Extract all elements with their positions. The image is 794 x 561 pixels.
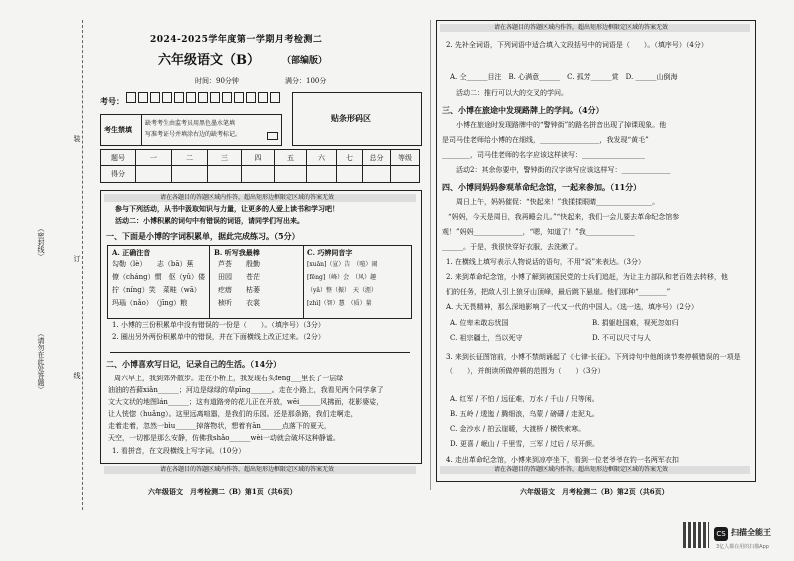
s3-line: 小博在旅途时发现路牌中的“警钟街”的路名拼音出现了掉课现象。他	[456, 121, 667, 129]
s4-line: 2. 来到革命纪念馆，小博了解到被国民党的士兵们追赶，为让主力部队和老百姓去转移，他	[446, 273, 728, 281]
exam-subject: 六年级语文（B）	[158, 53, 260, 68]
s4-line: ______。于是，我很快穿好衣服，去洗漱了。	[442, 243, 582, 251]
colC-title: C. 巧辨同音字	[307, 248, 353, 257]
s4-line: 1. 在横线上填写表示人物说话的语句，不用“说”来表达。（3分）	[446, 258, 646, 266]
colC-row: （yǎ）整（振） 天（涯）	[307, 287, 377, 294]
colA-row: 勾勒（lè） 志（bā）蕉	[112, 260, 194, 268]
question-1: 1. 小博的三份积累单中没有错误的一份是（ ）。（填序号）（3分）	[112, 321, 325, 329]
barcode-area	[292, 92, 422, 146]
score-input-cell[interactable]	[362, 165, 391, 183]
score-header-cell: 六	[306, 149, 337, 166]
right-content	[442, 36, 750, 478]
answer-notice-bottom: 请在各题目的答题区域内作答，超出矩形边框限定区域的答案无效	[160, 466, 335, 473]
diary-line: 让人恍惚（huǎng）。这里远离喧嚣，是我们的乐园。还是那条路，我们走啊走，	[108, 410, 358, 418]
intro-line-1: 参与下列活动，从书中汲取知识与力量，让更多的人爱上读书和学习吧！	[115, 204, 339, 213]
score-input-cell[interactable]	[171, 165, 208, 183]
colA-row: 玛瑙（nǎo） （jīng）粮	[112, 299, 188, 307]
binding-label-xian: 线	[73, 372, 81, 379]
section2-title: 二、小博喜欢写日记，记录自己的生活。（14分）	[106, 359, 282, 369]
section4-title: 四、小博同妈妈参观革命纪念馆，一起来参加。（11分）	[442, 182, 642, 192]
colB-row: 田园 苍茫	[218, 273, 260, 281]
binding-label-ding: 订	[73, 255, 81, 262]
watermark-sub: 3亿人都在用的扫描App	[716, 544, 769, 550]
answer-notice-top: 请在各题目的答题区域内作答，超出矩形边框限定区域的答案无效	[160, 194, 335, 201]
colB-row: 桢听 衣裳	[218, 299, 260, 307]
score-header-cell: 四	[241, 149, 275, 166]
score-table	[100, 149, 420, 183]
colA-title: A. 正确注音	[112, 248, 151, 257]
score-header-cell: 等级	[390, 149, 420, 166]
watermark-brand: 扫描全能王	[731, 528, 771, 537]
notice-text-2: 写准考证号并填涂右边的缺考标记。	[145, 131, 242, 138]
s4-option: A. 位卑未敢忘忧国	[450, 319, 509, 327]
diary-text	[108, 375, 414, 460]
diary-line: 走着走着，忽然一bìu______掉落物状，想着有ān______点落下的夏天，	[108, 422, 331, 430]
score-header-cell: 三	[207, 149, 242, 166]
binding-label-noanswer: （请勿在此处答题）	[37, 330, 45, 393]
examinee-notice	[100, 114, 282, 146]
section3-title: 三、小博在旅途中发现路牌上的学问。（4分）	[442, 105, 604, 115]
qr-code-icon	[683, 522, 709, 548]
s4-option: C. 祖宗疆土，当以死守	[450, 334, 523, 342]
score-header-cell: 五	[274, 149, 307, 166]
score-input-cell[interactable]	[241, 165, 275, 183]
r-q2-options: A. 仝______目注 B. 心满意______ C. 孤芳______赏 D. ______山倒海	[450, 73, 678, 81]
score-input-cell[interactable]	[207, 165, 242, 183]
score-header-cell: 一	[135, 149, 172, 166]
exam-time: 时间：90分钟	[195, 77, 239, 85]
colB-title: B. 听写我最棒	[214, 248, 260, 257]
exam-no-label: 考号：	[100, 96, 124, 106]
colB-row: 芦荟 殷勤	[218, 260, 260, 268]
diary-question: 1. 看拼音，在文段横线上写字词。（10分）	[112, 447, 246, 455]
answer-line[interactable]	[110, 352, 410, 353]
score-input-cell[interactable]	[135, 165, 172, 183]
score-input-cell[interactable]	[274, 165, 307, 183]
colC-row: [zhì]（智）慧 （质）量	[307, 300, 372, 307]
colA-row: 拧（níng）笑 菜畦（wā）	[112, 286, 201, 294]
s3-line: ________，司马佳老师的名字应该这样读写：__________________	[442, 151, 645, 159]
diary-line: 周六早上，我到郊外散步。走在小桥上，我发现石头fēng___里长了一层绿	[114, 375, 344, 382]
notice-text-1: 缺考考生由监考员用黑色墨水笔填	[145, 120, 236, 127]
s4-line: 们的任务，把敌人引上狼牙山顶峰，最后跳下悬崖。他们那种“________”	[446, 288, 671, 296]
r-question-3: 3. 来到长征图馆前，小博不禁朗诵起了《七律·长征》。下列诗句中他朗读节奏停顿错误的一项是（ ），并朗读所做停顿的范围为（ ）（3分）	[446, 353, 741, 375]
score-header-cell: 二	[171, 149, 208, 166]
s4-option: B. 捐躯赴国难，视死忽如归	[592, 319, 679, 327]
answer-notice-bottom-right: 请在各题目的答题区域内作答，超出矩形边框限定区域的答案无效	[494, 466, 669, 473]
exam-title: 2024-2025学年度第一学期月考检测二	[150, 35, 323, 45]
score-header-cell: 七	[336, 149, 363, 166]
camscanner-logo-icon: CS	[714, 527, 728, 541]
barcode-label: 贴条形码区	[331, 113, 371, 123]
score-header-cell: 题号	[100, 149, 136, 166]
colC-row: [fēng]（峰）会 （风）趣	[307, 274, 377, 281]
absent-mark-box[interactable]	[267, 132, 278, 140]
diary-line: 天空，一切都是那么安静，仿佛我shǎo______wèi一动就会破坏这种静谧。	[108, 434, 340, 442]
score-header-cell: 总分	[362, 149, 391, 166]
q3-option: D. 更喜 / 岷山 / 千里雪，三军 / 过后 / 尽开颜。	[450, 440, 600, 448]
s4-line: A. 大无畏精神，那么深地影响了一代又一代的中国人。（选一选，填序号）（2分）	[446, 303, 698, 311]
binding-label-zhuang: 装	[73, 135, 81, 142]
colA-row: 僚（cháng）惯 伛（yǔ）偻	[112, 273, 206, 281]
r-question-4: 4. 走出革命纪念馆，小博来到凉亭坐下，看到一位老爷爷在钓一名两军衣扣	[446, 456, 679, 464]
s4-option: D. 不可以尺寸与人	[592, 334, 651, 342]
intro-line-2: 活动二：小博积累的词句中有错误的词语，请同学们写出来。	[115, 216, 304, 225]
section1-title: 一、下面是小博的字词积累单，据此完成练习。（5分）	[106, 231, 300, 241]
exam-score-total: 满分：100分	[285, 77, 327, 85]
s4-line: 观！”妈妈______________，“嗯，知道了！”我______________	[442, 228, 635, 236]
score-input-cell[interactable]	[306, 165, 337, 183]
s3-line: 是司马佳老师给小博的在细线，_________________，我发现“黄毛”	[442, 136, 649, 144]
exam-edition: （部编版）	[282, 56, 328, 66]
q3-option: C. 金沙水 / 拍云崖暖，大渡桥 / 横铁索寒。	[450, 425, 586, 433]
binding-label-seal: （密封线）	[37, 225, 45, 260]
page-divider	[430, 20, 431, 490]
score-row-label: 得分	[100, 165, 136, 183]
s4-line: “妈妈，今天是周日，我再睡会儿。”“快起来，我们一会儿要去革命纪念馆参	[448, 213, 680, 221]
q3-option: A. 红军 / 不怕 / 远征难，万水 / 千山 / 只等闲。	[450, 395, 599, 403]
binding-dashed-line	[82, 20, 83, 510]
score-input-cell[interactable]	[390, 165, 420, 183]
score-input-cell[interactable]	[336, 165, 363, 183]
diary-line: 油油的苔藓xiǎn______；河边是绿绿的草pīng______。走在小路上，我看见两个同学拿了	[108, 386, 384, 394]
r-activity2: 活动二：推行可以大的交叉的学问。	[456, 89, 568, 97]
vocab-box	[107, 245, 412, 319]
q3-option: B. 五岭 / 逶迤 / 腾细浪，乌蒙 / 磅礴 / 走泥丸。	[450, 410, 599, 418]
page-footer-right: 六年级语文 月考检测二（B）第2页（共6页）	[520, 487, 669, 496]
colC-row: [xuān]（宣）告 （喧）闹	[307, 261, 378, 268]
s3-line: 活动2：其余你要中，警钟街的汉字读写应该这样写：______________	[456, 166, 671, 174]
page-footer-left: 六年级语文 月考检测二（B）第1页（共6页）	[148, 487, 297, 496]
colB-row: 疙瘩 枯萎	[218, 286, 260, 294]
question-2: 2. 圈出另外两份积累单中的错误，并在下面横线上改正过来。（2分）	[112, 333, 325, 341]
notice-label: 考生禁填	[104, 125, 132, 134]
diary-line: 文大文状的地图lán______；这有道路旁的花儿正在开放，wēi______风拂面，花影婆娑，	[108, 398, 384, 406]
answer-notice-top-right: 请在各题目的答题区域内作答，超出矩形边框限定区域的答案无效	[494, 24, 669, 31]
s4-line: 周日上午，妈妈催促：“快起来！”我揉揉眼睛________________。	[456, 198, 660, 206]
r-question-2: 2. 先补全词语，下列词语中适合填入文段括号中的词语是（ ）。（填序号）（4分）	[446, 41, 708, 49]
